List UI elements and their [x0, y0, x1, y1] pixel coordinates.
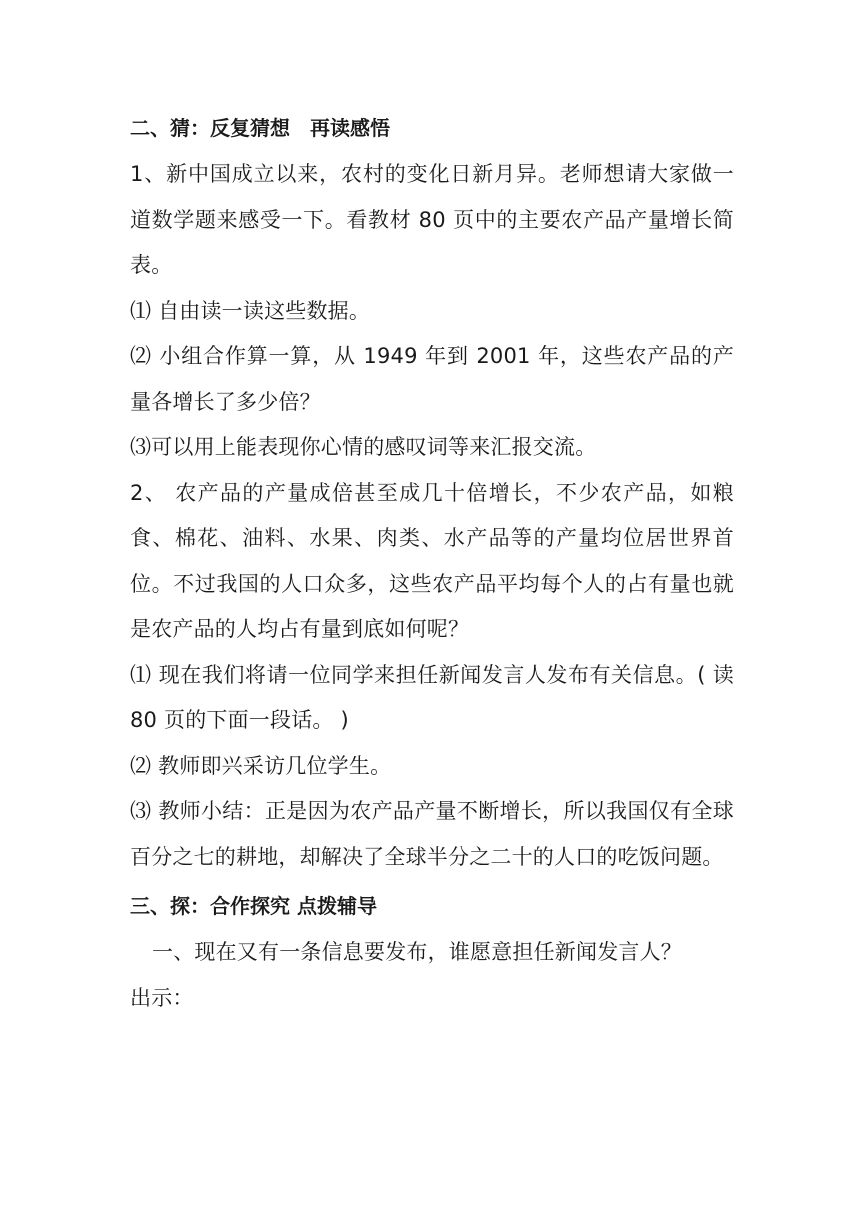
paragraph-1-item-2: ⑵ 小组合作算一算，从 1949 年到 2001 年，这些农产品的产量各增长了多少倍？ — [130, 344, 734, 414]
section-3-heading: 三、探：合作探究 点拨辅导 — [130, 894, 377, 918]
paragraph-2-item-1: ⑴ 现在我们将请一位同学来担任新闻发言人发布有关信息。( 读 80 页的下面一段话。 ) — [130, 662, 734, 732]
section-3-paragraph-2: 出示： — [130, 985, 194, 1010]
paragraph-2-item-3: ⑶ 教师小结：正是因为农产品产量不断增长，所以我国仅有全球百分之七的耕地，却解决了全球半分之二十的人口的吃饭问题。 — [130, 799, 734, 869]
paragraph-1: 1、新中国成立以来，农村的变化日新月异。老师想请大家做一道数学题来感受一下。看教材 80 页中的主要农产品产量增长简表。 — [130, 162, 734, 277]
paragraph-1-item-3: ⑶可以用上能表现你心情的感叹词等来汇报交流。 — [130, 435, 597, 459]
paragraph-1-item-1: ⑴ 自由读一读这些数据。 — [130, 298, 371, 323]
paragraph-2-item-2: ⑵ 教师即兴采访几位学生。 — [130, 753, 392, 778]
paragraph-2: 2、 农产品的产量成倍甚至成几十倍增长，不少农产品，如粮食、棉花、油料、水果、肉类、水产品等的产量均位居世界首位。不过我国的人口众多，这些农产品平均每个人的占有量也就是农产品的人均占有量到底如何呢？ — [130, 480, 734, 641]
section-3-paragraph-1: 一、现在又有一条信息要发布，谁愿意担任新闻发言人？ — [152, 940, 682, 964]
document-page — [130, 110, 734, 1021]
section-2-heading: 二、猜：反复猜想 再读感悟 — [130, 116, 390, 140]
